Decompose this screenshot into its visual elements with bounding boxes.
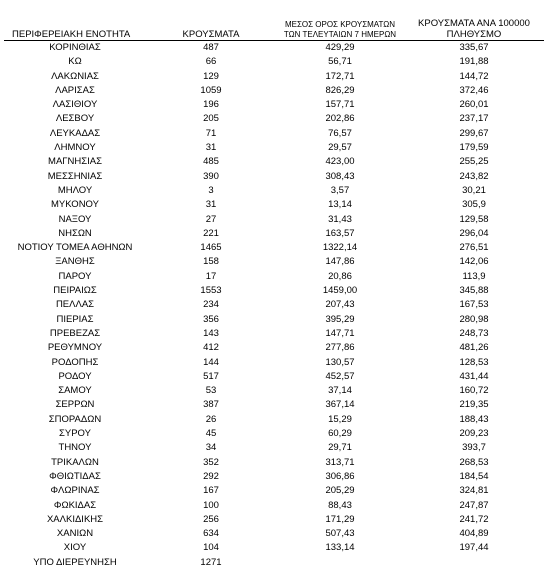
cases-cell: 143 <box>203 327 219 339</box>
region-cell: ΦΛΩΡΙΝΑΣ <box>50 485 100 497</box>
region-cell: ΤΗΝΟΥ <box>58 442 92 454</box>
avg7-cell <box>276 556 404 570</box>
cases-cell: 292 <box>203 470 219 482</box>
table-row <box>4 255 544 269</box>
cases-cell: 26 <box>205 413 217 425</box>
cases-cell: 45 <box>205 428 217 440</box>
region-cell: ΛΕΣΒΟΥ <box>55 113 95 125</box>
avg7-cell: 133,14 <box>325 542 355 554</box>
avg7-cell: 37,14 <box>328 385 352 397</box>
region-cell: ΠΑΡΟΥ <box>58 270 92 282</box>
table-row <box>4 513 544 527</box>
region-cell: ΚΩ <box>68 56 82 68</box>
cases-cell: 34 <box>205 442 217 454</box>
table-row <box>4 370 544 384</box>
table-row <box>4 499 544 513</box>
table-row <box>4 170 544 184</box>
cases-cell: 3 <box>208 184 214 196</box>
region-cell: ΚΟΡΙΝΘΙΑΣ <box>49 42 101 53</box>
per100k-cell: 299,67 <box>459 127 489 139</box>
region-cell: ΝΗΣΩΝ <box>58 227 92 239</box>
cases-cell: 256 <box>203 513 219 525</box>
avg7-cell: 88,43 <box>328 499 352 511</box>
cases-cell: 17 <box>205 270 217 282</box>
per100k-cell: 345,88 <box>459 285 489 297</box>
table-row <box>4 227 544 241</box>
per100k-cell: 30,21 <box>462 184 486 196</box>
per100k-cell: 248,73 <box>459 327 489 339</box>
avg7-cell: 60,29 <box>328 428 352 440</box>
region-cell: ΛΑΡΙΣΑΣ <box>55 84 95 96</box>
avg7-cell: 147,71 <box>325 327 355 339</box>
table-row <box>4 270 544 284</box>
header-per100k-line1: ΚΡΟΥΣΜΑΤΑ ΑΝΑ 100000 <box>418 18 530 29</box>
header-avg7 <box>276 8 404 41</box>
per100k-cell: 179,59 <box>459 142 489 154</box>
table-row <box>4 384 544 398</box>
cases-cell: 31 <box>205 199 217 211</box>
table-row <box>4 313 544 327</box>
avg7-cell: 20,86 <box>328 270 352 282</box>
avg7-cell: 29,71 <box>328 442 352 454</box>
cases-cell: 66 <box>205 56 217 68</box>
cases-cell: 31 <box>205 142 217 154</box>
table-row <box>4 484 544 498</box>
avg7-cell: 308,43 <box>325 170 355 182</box>
per100k-cell: 167,53 <box>459 299 489 311</box>
per100k-cell: 184,54 <box>459 470 489 482</box>
region-cell: ΛΑΚΩΝΙΑΣ <box>51 70 99 82</box>
per100k-cell: 128,53 <box>459 356 489 368</box>
header-avg7-line2: ΤΩΝ ΤΕΛΕΥΤΑΙΩΝ 7 ΗΜΕΡΩΝ <box>283 30 397 39</box>
avg7-cell: 313,71 <box>325 456 355 468</box>
avg7-cell: 277,86 <box>325 342 355 354</box>
per100k-cell: 247,87 <box>459 499 489 511</box>
cases-cell: 412 <box>203 342 219 354</box>
per100k-cell: 404,89 <box>459 528 489 540</box>
cases-cell: 487 <box>203 42 219 53</box>
table-row <box>4 413 544 427</box>
table-row <box>4 213 544 227</box>
region-cell: ΜΥΚΟΝΟΥ <box>51 199 99 211</box>
region-cell: ΠΕΛΛΑΣ <box>55 299 95 311</box>
avg7-cell: 172,71 <box>325 70 355 82</box>
avg7-cell: 171,29 <box>325 513 355 525</box>
cases-cell: 27 <box>205 213 217 225</box>
cases-cell: 71 <box>205 127 217 139</box>
region-cell: ΧΑΛΚΙΔΙΚΗΣ <box>46 513 104 525</box>
per100k-cell: 255,25 <box>459 156 489 168</box>
header-region: ΠΕΡΙΦΕΡΕΙΑΚΗ ΕΝΟΤΗΤΑ <box>4 8 146 41</box>
avg7-cell: 56,71 <box>328 56 352 68</box>
region-cell: ΣΕΡΡΩΝ <box>55 399 95 411</box>
cases-cell: 356 <box>203 313 219 325</box>
region-cell: ΠΙΕΡΙΑΣ <box>56 313 94 325</box>
region-cell: ΦΩΚΙΔΑΣ <box>53 499 97 511</box>
region-cell: ΛΑΣΙΘΙΟΥ <box>52 99 98 111</box>
cases-cell: 387 <box>203 399 219 411</box>
header-cases: ΚΡΟΥΣΜΑΤΑ <box>146 8 276 41</box>
table-body <box>4 41 544 570</box>
region-cell: ΜΑΓΝΗΣΙΑΣ <box>48 156 102 168</box>
table-header-row <box>4 8 544 41</box>
table-row <box>4 527 544 541</box>
region-cell: ΛΕΥΚΑΔΑΣ <box>49 127 101 139</box>
table-row <box>4 298 544 312</box>
per100k-cell: 191,88 <box>459 56 489 68</box>
table-row <box>4 356 544 370</box>
region-cell: ΞΑΝΘΗΣ <box>55 256 95 268</box>
cases-cell: 1271 <box>200 556 222 568</box>
table-row <box>4 470 544 484</box>
avg7-cell: 207,43 <box>325 299 355 311</box>
avg7-cell: 205,29 <box>325 485 355 497</box>
region-cell: ΝΑΞΟΥ <box>58 213 92 225</box>
table-row <box>4 427 544 441</box>
table-row <box>4 456 544 470</box>
region-cell: ΜΕΣΣΗΝΙΑΣ <box>47 170 103 182</box>
avg7-cell: 367,14 <box>325 399 355 411</box>
region-cell: ΧΙΟΥ <box>63 542 87 554</box>
region-cell: ΣΥΡΟΥ <box>59 428 91 440</box>
cases-cell: 234 <box>203 299 219 311</box>
cases-cell: 390 <box>203 170 219 182</box>
cases-cell: 221 <box>203 227 219 239</box>
table-row <box>4 556 544 570</box>
per100k-cell: 324,81 <box>459 485 489 497</box>
cases-cell: 129 <box>203 70 219 82</box>
table-row <box>4 127 544 141</box>
avg7-cell: 31,43 <box>328 213 352 225</box>
region-cell: ΤΡΙΚΑΛΩΝ <box>51 456 99 468</box>
table-row <box>4 541 544 555</box>
table-row <box>4 98 544 112</box>
table-row <box>4 84 544 98</box>
per100k-cell: 129,58 <box>459 213 489 225</box>
avg7-cell: 29,57 <box>328 142 352 154</box>
table-row <box>4 184 544 198</box>
region-cell: ΣΠΟΡΑΔΩΝ <box>48 413 102 425</box>
avg7-cell: 1459,00 <box>322 285 358 297</box>
cases-table <box>4 8 544 570</box>
table-row <box>4 284 544 298</box>
per100k-cell: 431,44 <box>459 370 489 382</box>
cases-cell: 167 <box>203 485 219 497</box>
avg7-cell: 452,57 <box>325 370 355 382</box>
region-cell: ΦΘΙΩΤΙΔΑΣ <box>49 470 101 482</box>
header-per100k <box>404 8 544 41</box>
table-row <box>4 141 544 155</box>
avg7-cell: 423,00 <box>325 156 355 168</box>
table-row <box>4 41 544 56</box>
region-cell: ΣΑΜΟΥ <box>58 385 92 397</box>
per100k-cell: 481,26 <box>459 342 489 354</box>
per100k-cell: 237,17 <box>459 113 489 125</box>
cases-cell: 104 <box>203 542 219 554</box>
cases-cell: 53 <box>205 385 217 397</box>
region-cell: ΝΟΤΙΟΥ ΤΟΜΕΑ ΑΘΗΝΩΝ <box>17 242 133 254</box>
per100k-cell: 219,35 <box>459 399 489 411</box>
cases-cell: 1553 <box>200 285 222 297</box>
region-cell: ΛΗΜΝΟΥ <box>54 142 96 154</box>
cases-cell: 352 <box>203 456 219 468</box>
region-cell: ΠΡΕΒΕΖΑΣ <box>49 327 101 339</box>
header-per100k-line2: ΠΛΗΘΥΣΜΟ <box>446 29 502 40</box>
per100k-cell: 197,44 <box>459 542 489 554</box>
per100k-cell: 260,01 <box>459 99 489 111</box>
per100k-cell: 209,23 <box>459 428 489 440</box>
per100k-cell: 144,72 <box>459 70 489 82</box>
cases-cell: 517 <box>203 370 219 382</box>
avg7-cell: 3,57 <box>330 184 350 196</box>
avg7-cell: 163,57 <box>325 227 355 239</box>
per100k-cell <box>404 556 544 570</box>
region-cell: ΡΟΔΟΠΗΣ <box>51 356 99 368</box>
avg7-cell: 15,29 <box>328 413 352 425</box>
per100k-cell: 276,51 <box>459 242 489 254</box>
per100k-cell: 296,04 <box>459 227 489 239</box>
cases-cell: 485 <box>203 156 219 168</box>
per100k-cell: 241,72 <box>459 513 489 525</box>
region-cell: ΜΗΛΟΥ <box>57 184 93 196</box>
avg7-cell: 429,29 <box>325 42 355 53</box>
per100k-cell: 243,82 <box>459 170 489 182</box>
table-row <box>4 55 544 69</box>
avg7-cell: 1322,14 <box>322 242 358 254</box>
per100k-cell: 142,06 <box>459 256 489 268</box>
cases-cell: 1465 <box>200 242 222 254</box>
cases-cell: 100 <box>203 499 219 511</box>
table-row <box>4 155 544 169</box>
per100k-cell: 113,9 <box>462 270 486 282</box>
avg7-cell: 507,43 <box>325 528 355 540</box>
cases-cell: 196 <box>203 99 219 111</box>
region-cell: ΥΠΟ ΔΙΕΡΕΥΝΗΣΗ <box>33 556 117 568</box>
table-row <box>4 341 544 355</box>
per100k-cell: 268,53 <box>459 456 489 468</box>
cases-cell: 1059 <box>200 84 222 96</box>
header-avg7-line1: ΜΕΣΟΣ ΟΡΟΣ ΚΡΟΥΣΜΑΤΩΝ <box>284 20 396 29</box>
cases-cell: 158 <box>203 256 219 268</box>
avg7-cell: 130,57 <box>325 356 355 368</box>
per100k-cell: 393,7 <box>462 442 486 454</box>
table-row <box>4 70 544 84</box>
per100k-cell: 305,9 <box>462 199 486 211</box>
avg7-cell: 147,86 <box>325 256 355 268</box>
region-cell: ΡΟΔΟΥ <box>58 370 92 382</box>
region-cell: ΠΕΙΡΑΙΩΣ <box>53 285 97 297</box>
avg7-cell: 76,57 <box>328 127 352 139</box>
table-row <box>4 241 544 255</box>
avg7-cell: 13,14 <box>328 199 352 211</box>
cases-cell: 634 <box>203 528 219 540</box>
avg7-cell: 306,86 <box>325 470 355 482</box>
cases-cell: 205 <box>203 113 219 125</box>
per100k-cell: 160,72 <box>459 385 489 397</box>
table-row <box>4 112 544 126</box>
avg7-cell: 826,29 <box>325 84 355 96</box>
per100k-cell: 188,43 <box>459 413 489 425</box>
avg7-cell: 395,29 <box>325 313 355 325</box>
avg7-cell: 202,86 <box>325 113 355 125</box>
per100k-cell: 372,46 <box>459 84 489 96</box>
per100k-cell: 335,67 <box>459 42 489 53</box>
table-row <box>4 198 544 212</box>
cases-cell: 144 <box>203 356 219 368</box>
table-row <box>4 398 544 412</box>
region-cell: ΧΑΝΙΩΝ <box>56 528 94 540</box>
per100k-cell: 280,98 <box>459 313 489 325</box>
table-row <box>4 327 544 341</box>
region-cell: ΡΕΘΥΜΝΟΥ <box>47 342 103 354</box>
avg7-cell: 157,71 <box>325 99 355 111</box>
table-row <box>4 441 544 455</box>
